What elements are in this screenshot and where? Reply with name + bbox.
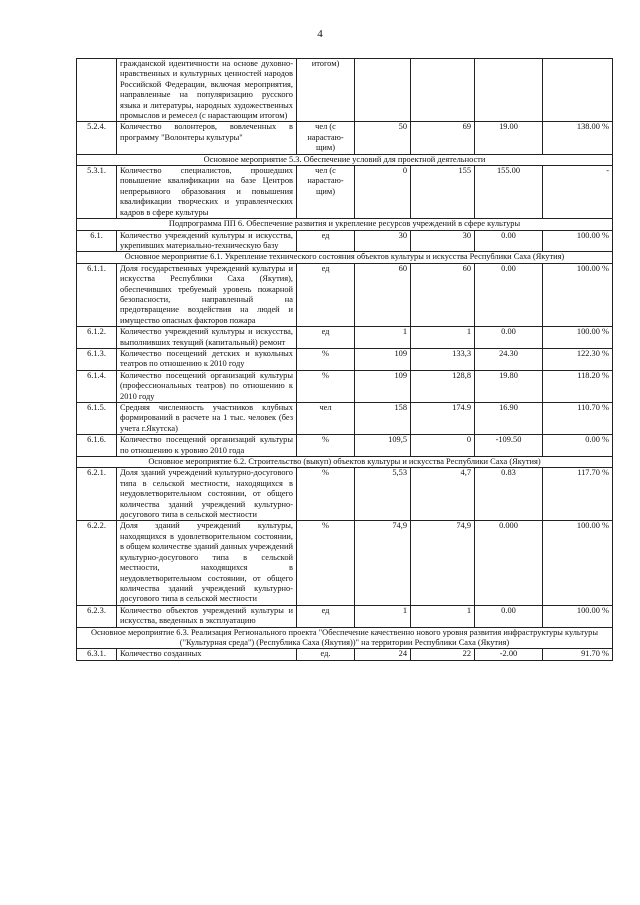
row-percent: 118.20 % [543,370,613,402]
table-row [77,605,613,627]
row-deviation: 16.90 [475,403,543,435]
row-unit: ед. [297,649,355,660]
section-title: Основное мероприятие 5.3. Обеспечение условий для проектной деятельности [77,154,613,165]
row-indicator: Количество посещений организаций культуры по отношению к уровню 2010 года [117,435,297,457]
row-fact-value: 174.9 [411,403,475,435]
row-percent: 117.70 % [543,468,613,521]
row-code: 6.1.3. [77,348,117,370]
row-unit: % [297,370,355,402]
table-row [77,649,613,660]
row-fact-value: 69 [411,122,475,154]
row-percent: 0.00 % [543,435,613,457]
row-deviation: 0.00 [475,230,543,252]
row-code: 6.1. [77,230,117,252]
row-code: 6.1.6. [77,435,117,457]
row-indicator: Средняя численность участников клубных формирований в расчете на 1 тыс. человек (без учета г.Якутска) [117,403,297,435]
section-row [77,627,613,649]
table-row [77,435,613,457]
row-fact-value: 1 [411,327,475,349]
row-plan-value: 60 [355,263,411,326]
row-code [77,59,117,122]
row-percent: 100.00 % [543,263,613,326]
table-row [77,263,613,326]
row-percent [543,59,613,122]
row-unit: чел [297,403,355,435]
row-fact-value: 4,7 [411,468,475,521]
row-plan-value: 24 [355,649,411,660]
row-deviation: 0.000 [475,521,543,605]
row-percent: - [543,166,613,219]
row-code: 6.2.3. [77,605,117,627]
indicators-table [76,58,613,661]
row-fact-value: 128,8 [411,370,475,402]
table-row [77,327,613,349]
row-fact-value: 0 [411,435,475,457]
row-fact-value: 60 [411,263,475,326]
row-percent: 138.00 % [543,122,613,154]
row-deviation: 24.30 [475,348,543,370]
row-plan-value: 109 [355,370,411,402]
section-title: Подпрограмма ПП 6. Обеспечение развития и укрепление ресурсов учреждений в сфере культуры [77,219,613,230]
section-title: Основное мероприятие 6.2. Строительство (выкуп) объектов культуры и искусства Республики Саха (Якутия) [77,457,613,468]
row-percent: 100.00 % [543,521,613,605]
row-code: 5.3.1. [77,166,117,219]
row-plan-value: 158 [355,403,411,435]
row-unit: чел (с нарастаю-щим) [297,166,355,219]
row-indicator: Доля государственных учреждений культуры и искусства Республики Саха (Якутия), обеспечивших требуемый уровень пожарной безопасности, направленный на предотвращение воздействия на людей и имущество опасных факторов пожара [117,263,297,326]
row-deviation: 19.80 [475,370,543,402]
row-unit: чел (с нарастаю-щим) [297,122,355,154]
row-code: 6.2.2. [77,521,117,605]
row-unit: ед [297,327,355,349]
section-row [77,457,613,468]
table-row [77,59,613,122]
row-indicator: Количество специалистов, прошедших повышение квалификации на базе Центров непрерывного образования и повышения квалификации творческих и управленческих кадров в сфере культуры [117,166,297,219]
row-unit: % [297,521,355,605]
row-plan-value: 1 [355,605,411,627]
row-deviation: -109.50 [475,435,543,457]
table-row [77,403,613,435]
row-deviation: 0.00 [475,605,543,627]
row-plan-value: 109,5 [355,435,411,457]
table-row [77,230,613,252]
row-indicator: Количество созданных [117,649,297,660]
row-plan-value: 1 [355,327,411,349]
row-code: 6.1.5. [77,403,117,435]
row-percent: 122.30 % [543,348,613,370]
row-code: 6.2.1. [77,468,117,521]
row-fact-value: 30 [411,230,475,252]
row-fact-value: 74,9 [411,521,475,605]
row-deviation: 155.00 [475,166,543,219]
section-row [77,219,613,230]
row-percent: 100.00 % [543,605,613,627]
row-percent: 91.70 % [543,649,613,660]
row-indicator: Количество учреждений культуры и искусства, укрепивших материально-техническую базу [117,230,297,252]
row-unit: ед [297,263,355,326]
row-deviation: 19.00 [475,122,543,154]
section-row [77,154,613,165]
row-percent: 100.00 % [543,230,613,252]
row-deviation: 0.00 [475,263,543,326]
row-percent: 100.00 % [543,327,613,349]
table-row [77,166,613,219]
row-unit: % [297,435,355,457]
row-unit: ед [297,230,355,252]
row-unit: % [297,468,355,521]
row-code: 6.1.1. [77,263,117,326]
row-fact-value: 133,3 [411,348,475,370]
row-plan-value: 50 [355,122,411,154]
row-plan-value [355,59,411,122]
section-title: Основное мероприятие 6.3. Реализация Регионального проекта "Обеспечение качественно нового уровня развития инфраструктуры культуры ("Культурная среда") (Республика Саха (Якутия))" на территории Республики Саха (Якутия) [77,627,613,649]
row-deviation: -2.00 [475,649,543,660]
row-plan-value: 30 [355,230,411,252]
table-row [77,468,613,521]
row-code: 6.1.4. [77,370,117,402]
table-row [77,348,613,370]
table-row [77,122,613,154]
row-unit: итогом) [297,59,355,122]
row-percent: 110.70 % [543,403,613,435]
row-fact-value: 1 [411,605,475,627]
row-plan-value: 74,9 [355,521,411,605]
row-deviation: 0.83 [475,468,543,521]
row-indicator: Количество объектов учреждений культуры и искусства, введенных в эксплуатацию [117,605,297,627]
row-indicator: Количество учреждений культуры и искусства, выполнивших текущий (капитальный) ремонт [117,327,297,349]
page-number: 4 [317,28,323,40]
row-code: 6.3.1. [77,649,117,660]
row-deviation [475,59,543,122]
row-fact-value: 22 [411,649,475,660]
row-indicator: гражданской идентичности на основе духовно-нравственных и культурных ценностей народов Российской Федерации, включая мероприятия, направленные на популяризацию русского языка и литературы, народных художественных промыслов и ремесел (с нарастающим итогом) [117,59,297,122]
row-indicator: Количество посещений организаций культуры (профессиональных театров) по отношению к 2010 году [117,370,297,402]
section-row [77,252,613,263]
table-row [77,370,613,402]
row-indicator: Доля зданий учреждений культурно-досугового типа в сельской местности, находящихся в неудовлетворительном состоянии, от общего количества зданий учреждений культурно-досугового типа в сельской местности [117,468,297,521]
section-title: Основное мероприятие 6.1. Укрепление технического состояния объектов культуры и искусства Республики Саха (Якутия) [77,252,613,263]
row-plan-value: 109 [355,348,411,370]
row-indicator: Количество посещений детских и кукольных театров по отношению к 2010 году [117,348,297,370]
row-unit: % [297,348,355,370]
table-row [77,521,613,605]
row-fact-value [411,59,475,122]
row-plan-value: 5,53 [355,468,411,521]
row-deviation: 0.00 [475,327,543,349]
row-indicator: Доля зданий учреждений культуры, находящихся в удовлетворительном состоянии, в общем количестве зданий данных учреждений культурно-досугового типа в сельской местности, находящихся в неудовлетворительном состоянии, от общего количества зданий учреждений культурно-досугового типа в сельской местности [117,521,297,605]
row-unit: ед [297,605,355,627]
row-code: 6.1.2. [77,327,117,349]
row-code: 5.2.4. [77,122,117,154]
row-fact-value: 155 [411,166,475,219]
row-indicator: Количество волонтеров, вовлеченных в программу "Волонтеры культуры" [117,122,297,154]
row-plan-value: 0 [355,166,411,219]
indicators-table-body [77,59,613,661]
